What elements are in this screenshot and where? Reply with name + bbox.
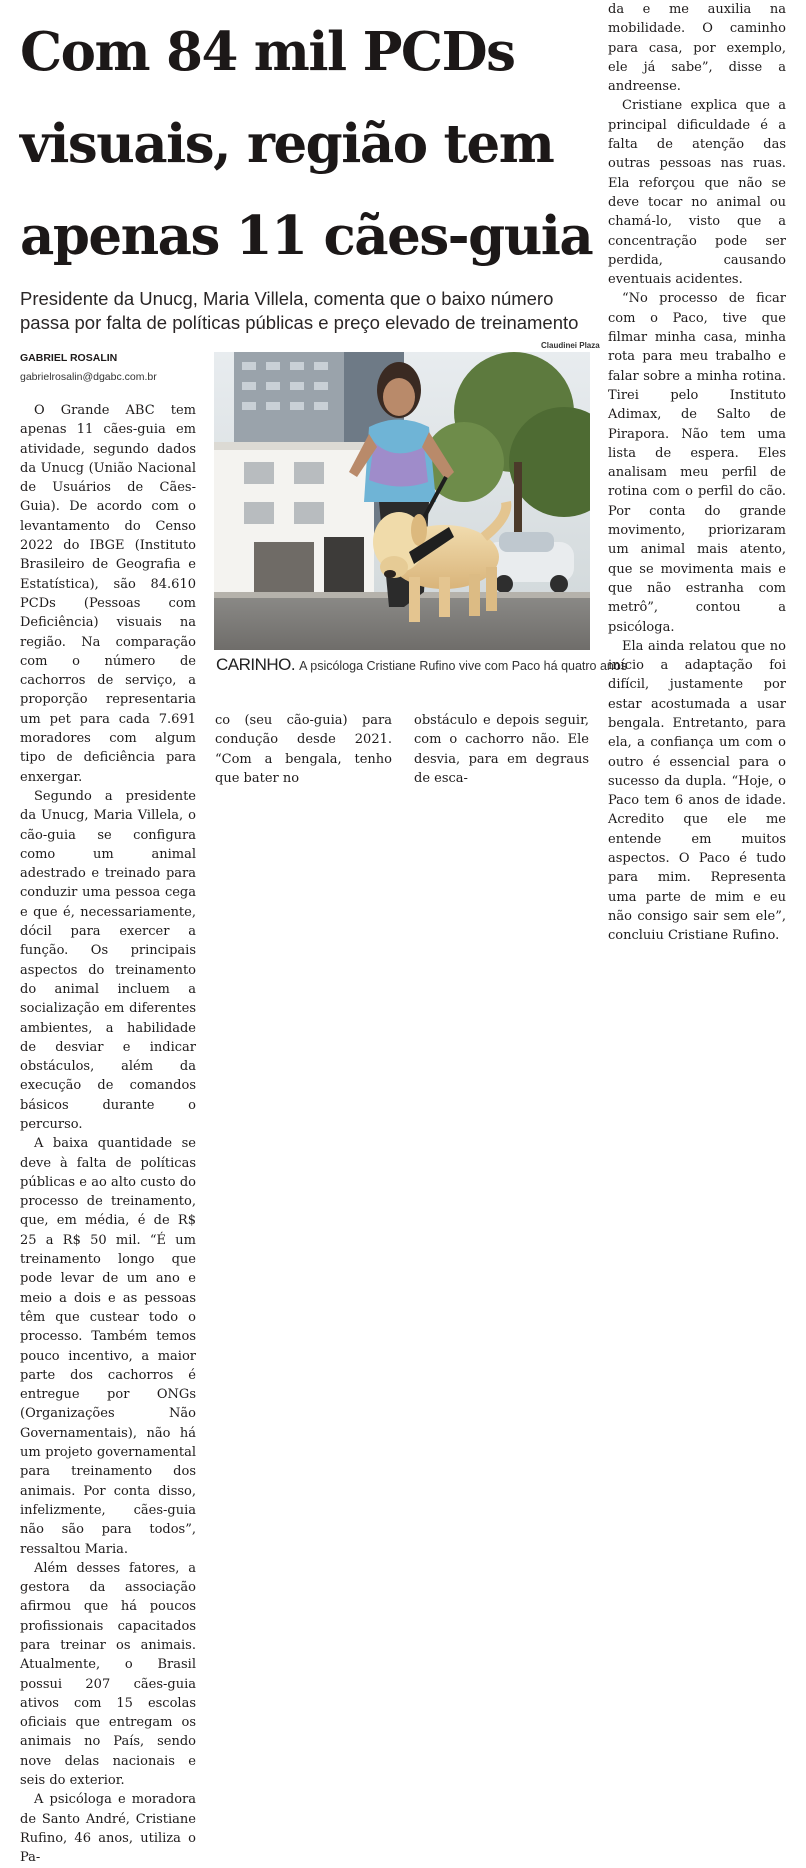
paragraph: A psicóloga e moradora de Santo André, Cristiane Rufino, 46 anos, utiliza o Pa- (20, 1792, 196, 1866)
paragraph: co (seu cão-guia) para condução desde 2021. “Com a bengala, tenho que bater no (215, 713, 392, 786)
author-email: gabrielrosalin@dgabc.com.br (20, 371, 157, 383)
paragraph: Segundo a presidente da Unucg, Maria Villela, o cão-guia se configura como um animal adestrado e treinado para conduzir uma pessoa cega e que é, necessariamente, dócil para exercer a função. Os principais aspectos do treinamento do animal incluem a socialização em diferentes ambientes, a habilidade de desviar e indicar obstáculos, além da execução de comandos básicos durante o percurso. (20, 788, 196, 1132)
author-byline: GABRIEL ROSALIN (20, 352, 118, 364)
paragraph: “No processo de ficar com o Paco, tive que filmar minha casa, minha rota para meu trabalho e falar sobre a minha rotina. Tirei pelo Instituto Adimax, de Salto de Pirapora. Não tem uma lista de espera. Eles analisam meu perfil de rotina com o perfil do cão. Por conta do grande movimento, priorizaram um animal mais atento, que se movimenta mais e que não estranha com metrô”, contou a psicóloga. (608, 291, 786, 635)
photo-credit: Claudinei Plaza (541, 341, 600, 350)
text-column-1 (20, 401, 196, 1868)
paragraph: Ela ainda relatou que no início a adaptação foi difícil, justamente por estar acostumada a usar bengala. Entretanto, para ela, a confiança um com o outro é essencial para o sucesso da dupla. “Hoje, o Paco tem 6 anos de idade. Acredito que ele me entende em muitos aspectos. O Paco é tudo para mim. Representa uma parte de mim e eu não consigo sair sem ele”, concluiu Cristiane Rufino. (608, 638, 786, 944)
paragraph: obstáculo e depois seguir, com o cachorro não. Ele desvia, para em degraus de esca- (414, 713, 589, 786)
paragraph: da e me auxilia na mobilidade. O caminho para casa, por exemplo, ele já sabe”, disse a andreense. (608, 2, 786, 95)
caption-lead: CARINHO. (216, 655, 296, 674)
subheadline-line: Presidente da Unucg, Maria Villela, comenta que o baixo número (20, 288, 554, 309)
text-column-4 (608, 0, 786, 946)
caption-text: A psicóloga Cristiane Rufino vive com Paco há quatro anos (299, 659, 628, 673)
paragraph: O Grande ABC tem apenas 11 cães-guia em atividade, segundo dados da Unucg (União Nacional de Usuários de Cães-Guia). De acordo com o levantamento do Censo 2022 do IBGE (Instituto Brasileiro de Geografia e Estatística), são 84.610 PCDs (Pessoas com Deficiência) visuais na região. Na comparação com o número de cachorros de serviço, a proporção representaria um pet para cada 7.691 moradores com algum tipo de deficiência para enxergar. (20, 403, 196, 785)
headline-line: visuais, região tem (20, 113, 554, 175)
paragraph: Cristiane explica que a principal dificuldade é a falta de atenção das outras pessoas nas ruas. Ela reforçou que não se deve tocar no animal ou chamá-lo, visto que a concentração pode ser perdida, causando eventuais acidentes. (608, 98, 786, 288)
paragraph: Além desses fatores, a gestora da associação afirmou que há poucos profissionais capacitados para treinar os animais. Atualmente, o Brasil possui 207 cães-guia ativos com 15 escolas oficiais que entregam os animais no País, sendo nove delas nacionais e seis do exterior. (20, 1560, 196, 1789)
headline-line: Com 84 mil PCDs (20, 21, 515, 83)
subheadline (20, 287, 598, 335)
headline-line: apenas 11 cães-guia (20, 205, 593, 267)
text-column-2 (215, 711, 392, 788)
text-column-3 (414, 711, 589, 788)
subheadline-line: passa por falta de políticas públicas e preço elevado de treinamento (20, 312, 579, 333)
headline (20, 6, 600, 282)
article-photo (214, 352, 590, 650)
photo-illustration (214, 352, 590, 650)
photo-caption (216, 655, 628, 675)
paragraph: A baixa quantidade se deve à falta de políticas públicas e ao alto custo do processo de treinamento, que, em média, é de R$ 25 a R$ 50 mil. “É um treinamento longo que pode levar de um ano e meio a dois e as pessoas têm que custear todo o processo. Também temos pouco incentivo, a maior parte dos cachorros é entregue por ONGs (Organizações Não Governamentais), não há um projeto governamental para treinamento dos animais. Por conta disso, infelizmente, cães-guia não são para todos”, ressaltou Maria. (20, 1136, 196, 1557)
